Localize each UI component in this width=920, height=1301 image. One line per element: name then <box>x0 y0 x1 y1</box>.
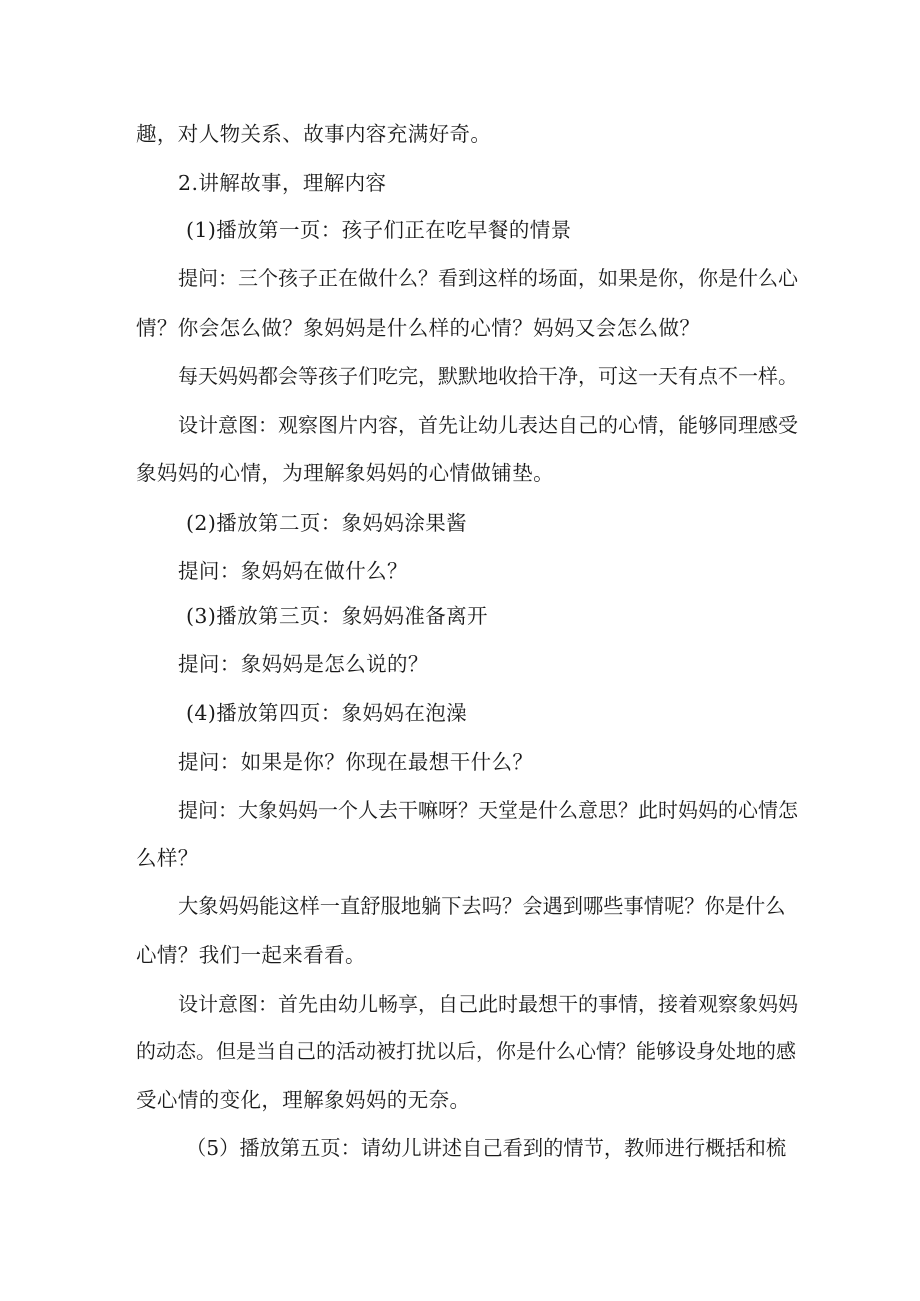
question-line-1b: 情？你会怎么做？象妈妈是什么样的心情？妈妈又会怎么做？ <box>136 316 701 340</box>
question-line-4a: 提问：如果是你？你现在最想干什么？ <box>178 750 534 774</box>
step-heading-1: (1)播放第一页：孩子们正在吃早餐的情景 <box>186 218 572 242</box>
design-intent-line-2b: 的动态。但是当自己的活动被打扰以后，你是什么心情？能够设身处地的感 <box>136 1039 796 1063</box>
step-heading-5: （5）播放第五页：请幼儿讲述自己看到的情节，教师进行概括和梳 <box>186 1136 787 1160</box>
narration-line-2b: 心情？我们一起来看看。 <box>136 943 366 967</box>
step-heading-4: (4)播放第四页：象妈妈在泡澡 <box>186 701 468 725</box>
question-line-1a: 提问：三个孩子正在做什么？看到这样的场面，如果是你，你是什么心 <box>178 266 798 290</box>
step-heading-2: (2)播放第二页：象妈妈涂果酱 <box>186 511 468 535</box>
design-intent-line-2c: 受心情的变化，理解象妈妈的无奈。 <box>136 1088 471 1112</box>
question-line-4b: 提问：大象妈妈一个人去干嘛呀？天堂是什么意思？此时妈妈的心情怎 <box>178 798 798 822</box>
design-intent-line-2a: 设计意图：首先由幼儿畅享，自己此时最想干的事情，接着观察象妈妈 <box>178 992 798 1016</box>
question-line-3: 提问：象妈妈是怎么说的？ <box>178 652 429 676</box>
question-line-2: 提问：象妈妈在做什么？ <box>178 559 408 583</box>
design-intent-line-1a: 设计意图：观察图片内容，首先让幼儿表达自己的心情，能够同理感受 <box>178 413 798 437</box>
narration-line-1: 每天妈妈都会等孩子们吃完，默默地收拾干净，可这一天有点不一样。 <box>178 364 798 388</box>
section-heading-2: 2.讲解故事，理解内容 <box>178 171 387 195</box>
narration-line-2a: 大象妈妈能这样一直舒服地躺下去吗？会遇到哪些事情呢？你是什么 <box>178 894 786 918</box>
question-line-4c: 么样？ <box>136 846 199 870</box>
design-intent-line-1b: 象妈妈的心情，为理解象妈妈的心情做铺垫。 <box>136 461 554 485</box>
paragraph-line-1: 趣，对人物关系、故事内容充满好奇。 <box>136 122 492 146</box>
step-heading-3: (3)播放第三页：象妈妈准备离开 <box>186 604 488 628</box>
